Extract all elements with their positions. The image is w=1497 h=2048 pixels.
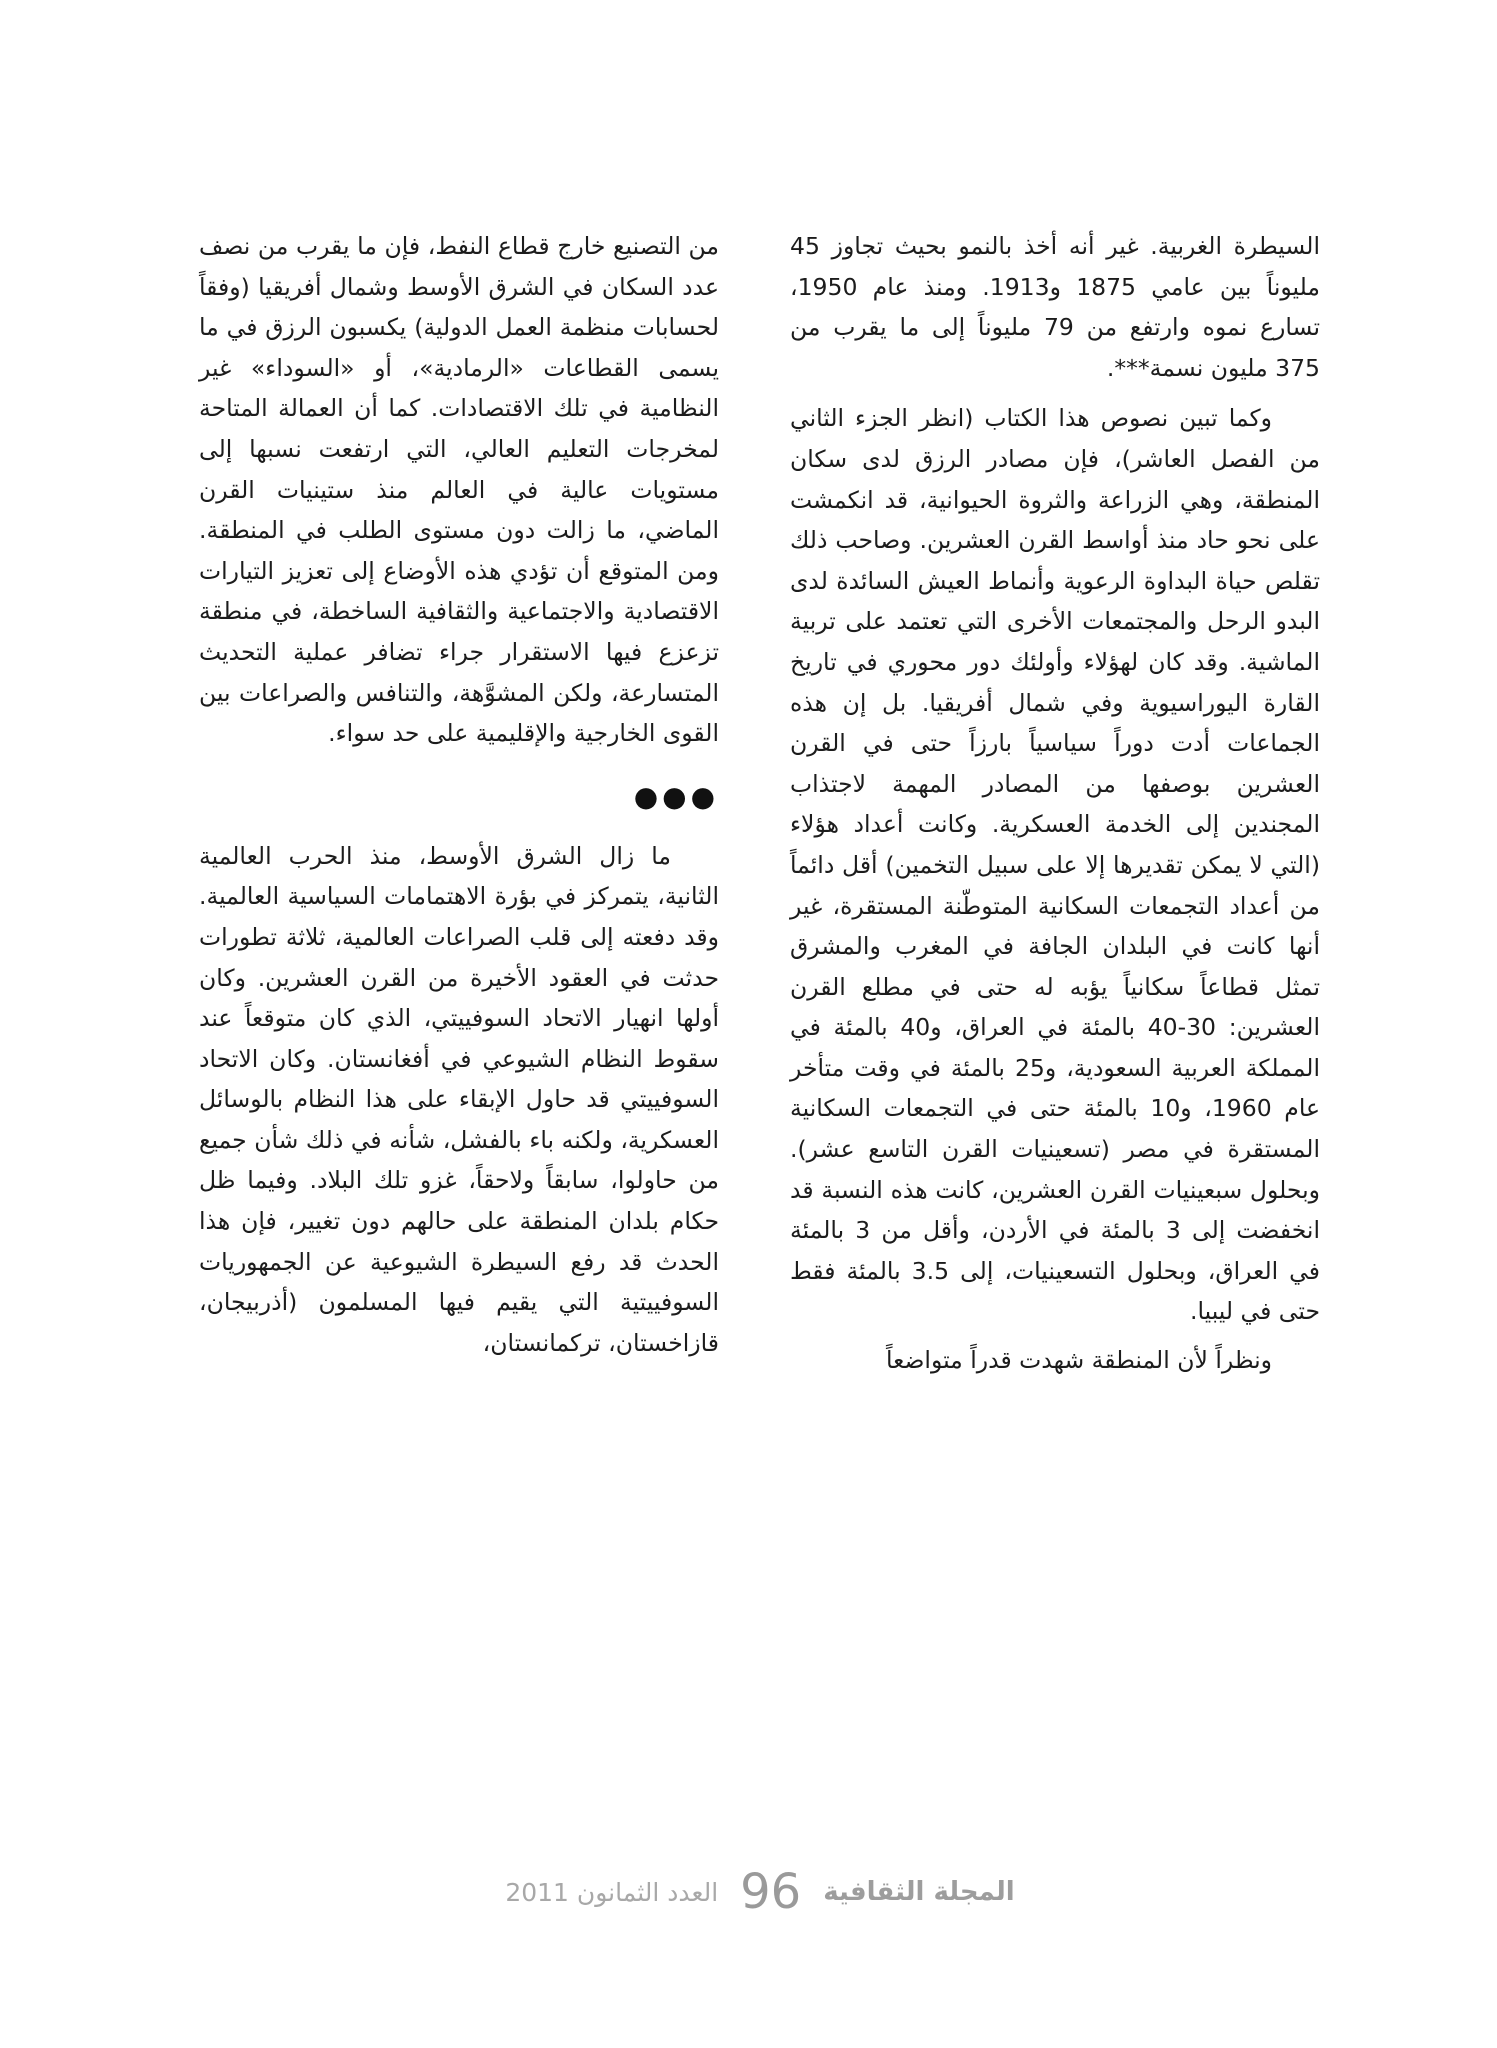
paragraph-middle-east-focus: ما زال الشرق الأوسط، منذ الحرب العالمية الثانية، يتمركز في بؤرة الاهتمامات السياسية العالمية. وقد دفعته إلى قلب الصراعات العالمية، ثلاثة تطورات حدثت في العقود الأخيرة من القرن العشرين. وكان أولها انهيار الاتحاد السوفييتي، الذي كان متوقعاً عند سقوط النظام الشيوعي في أفغانستان. وكان الاتحاد السوفييتي قد حاول الإبقاء على هذا النظام بالوسائل العسكرية، ولكنه باء بالفشل، شأنه في ذلك شأن جميع من حاولوا، سابقاً ولاحقاً، غزو تلك البلاد. وفيما ظل حكام بلدان المنطقة على حالهم دون تغيير، فإن هذا الحدث قد رفع السيطرة الشيوعية عن الجمهوريات السوفييتية التي يقيم فيها المسلمون (أذربيجان، قازاخستان، تركمانستان،	[199, 841, 719, 1357]
paragraph-population-growth: السيطرة الغربية. غير أنه أخذ بالنمو بحيث تجاوز 45 مليوناً بين عامي 1875 و1913. ومنذ عام 1950، تسارع نموه وارتفع من 79 مليوناً إلى ما يقرب من 375 مليون نسمة***.	[790, 232, 1320, 382]
page-number: 96	[740, 1864, 802, 1920]
left-column	[199, 226, 719, 1363]
paragraph-informal-sectors: من التصنيع خارج قطاع النفط، فإن ما يقرب من نصف عدد السكان في الشرق الأوسط وشمال أفريقيا (وفقاً لحسابات منظمة العمل الدولية) يكسبون الرزق في ما يسمى القطاعات «الرمادية»، أو «السوداء» غير النظامية في تلك الاقتصادات. كما أن العمالة المتاحة لمخرجات التعليم العالي، التي ارتفعت نسبها إلى مستويات عالية في العالم منذ ستينيات القرن الماضي، ما زالت دون مستوى الطلب في المنطقة. ومن المتوقع أن تؤدي هذه الأوضاع إلى تعزيز التيارات الاقتصادية والاجتماعية والثقافية الساخطة، في منطقة تزعزع فيها الاستقرار جراء تضافر عملية التحديث المتسارعة، ولكن المشوَّهة، والتنافس والصراعات بين القوى الخارجية والإقليمية على حد سواء.	[199, 232, 719, 748]
section-separator-dots: ●●●	[633, 779, 719, 813]
page-footer	[440, 1862, 1080, 1922]
paragraph-industrialization-start: ونظراً لأن المنطقة شهدت قدراً متواضعاً	[885, 1346, 1272, 1375]
right-column	[790, 226, 1320, 1381]
footer-magazine-name: المجلة الثقافية	[823, 1877, 1015, 1907]
paragraph-livelihood-sources: وكما تبين نصوص هذا الكتاب (انظر الجزء الثاني من الفصل العاشر)، فإن مصادر الرزق لدى سكان المنطقة، وهي الزراعة والثروة الحيوانية، قد انكمشت على نحو حاد منذ أواسط القرن العشرين. وصاحب ذلك تقلص حياة البداوة الرعوية وأنماط العيش السائدة لدى البدو الرحل والمجتمعات الأخرى التي تعتمد على تربية الماشية. وقد كان لهؤلاء وأولئك دور محوري في تاريخ القارة اليوراسيوية وفي شمال أفريقيا. بل إن هذه الجماعات أدت دوراً سياسياً بارزاً حتى في القرن العشرين بوصفها من المصادر المهمة لاجتذاب المجندين إلى الخدمة العسكرية. وكانت أعداد هؤلاء (التي لا يمكن تقديرها إلا على سبيل التخمين) أقل دائماً من أعداد التجمعات السكانية المتوطّنة المستقرة، غير أنها كانت في البلدان الجافة في المغرب والمشرق تمثل قطاعاً سكانياً يؤبه له حتى في مطلع القرن العشرين: 30-40 بالمئة في العراق، و40 بالمئة في المملكة العربية السعودية، و25 بالمئة في وقت متأخر عام 1960، و10 بالمئة حتى في التجمعات السكانية المستقرة في مصر (تسعينيات القرن التاسع عشر). وبحلول سبعينيات القرن العشرين، كانت هذه النسبة قد انخفضت إلى 3 بالمئة في الأردن، وأقل من 3 بالمئة في العراق، وبحلول التسعينيات، إلى 3.5 بالمئة فقط حتى في ليبيا.	[790, 404, 1320, 1326]
footer-issue: العدد الثمانون 2011	[505, 1877, 719, 1907]
